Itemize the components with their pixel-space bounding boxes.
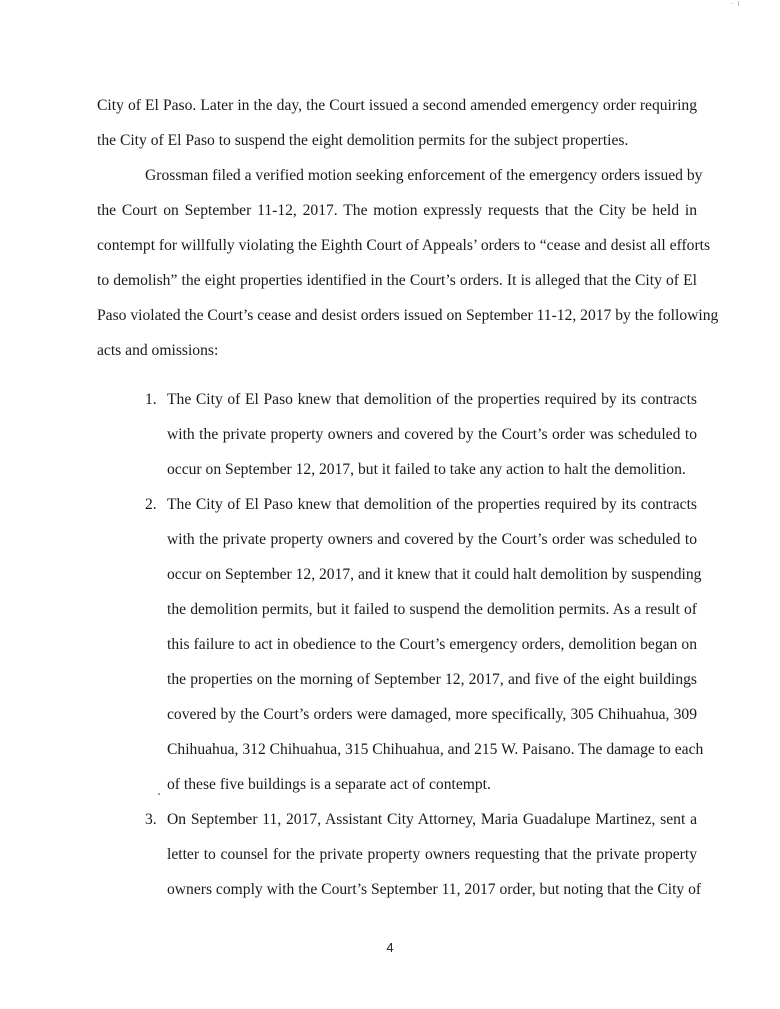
text-line: owners comply with the Court’s September 11, 2017 order, but noting that the City of: [167, 881, 702, 898]
text-line: the properties on the morning of September 12, 2017, and five of the eight buildings: [167, 671, 697, 688]
text-line: occur on September 12, 2017, and it knew that it could halt demolition by suspending: [167, 566, 702, 583]
list-item-number: 3.: [145, 811, 157, 828]
text-line: with the private property owners and covered by the Court’s order was scheduled to: [167, 531, 697, 548]
text-line: the City of El Paso to suspend the eight demolition permits for the subject properties.: [97, 132, 629, 149]
text-line: to demolish” the eight properties identified in the Court’s orders. It is alleged that the City of El: [97, 272, 697, 289]
text-line: City of El Paso. Later in the day, the Court issued a second amended emergency order requiring: [97, 97, 697, 114]
scan-artifact: [730, 3, 733, 4]
list-item-number: 2.: [145, 496, 157, 513]
text-line: The City of El Paso knew that demolition of the properties required by its contracts: [167, 391, 697, 408]
text-line: this failure to act in obedience to the Court’s emergency orders, demolition began on: [167, 636, 697, 653]
list-item-number: 1.: [145, 391, 157, 408]
text-line: letter to counsel for the private property owners requesting that the private property: [167, 846, 697, 863]
text-line: On September 11, 2017, Assistant City Attorney, Maria Guadalupe Martinez, sent a: [167, 811, 697, 828]
text-line: Chihuahua, 312 Chihuahua, 315 Chihuahua, and 215 W. Paisano. The damage to each: [167, 741, 704, 758]
text-line: of these five buildings is a separate act of contempt.: [167, 776, 491, 793]
text-line: covered by the Court’s orders were damaged, more specifically, 305 Chihuahua, 309: [167, 706, 697, 723]
text-line: occur on September 12, 2017, but it failed to take any action to halt the demolition.: [167, 461, 686, 478]
text-line: Paso violated the Court’s cease and desist orders issued on September 11-12, 2017 by the following: [97, 307, 719, 324]
scan-artifact: [738, 1, 739, 6]
text-line: contempt for willfully violating the Eighth Court of Appeals’ orders to “cease and desist all efforts: [97, 237, 711, 254]
text-line: with the private property owners and covered by the Court’s order was scheduled to: [167, 426, 697, 443]
text-line: acts and omissions:: [97, 342, 219, 359]
page-number: 4: [386, 940, 394, 955]
text-line: The City of El Paso knew that demolition of the properties required by its contracts: [167, 496, 697, 513]
text-line: the Court on September 11-12, 2017. The motion expressly requests that the City be held in: [97, 202, 697, 219]
scan-artifact: [158, 793, 160, 795]
text-line: Grossman filed a verified motion seeking enforcement of the emergency orders issued by: [145, 167, 703, 184]
text-line: the demolition permits, but it failed to suspend the demolition permits. As a result of: [167, 601, 697, 618]
